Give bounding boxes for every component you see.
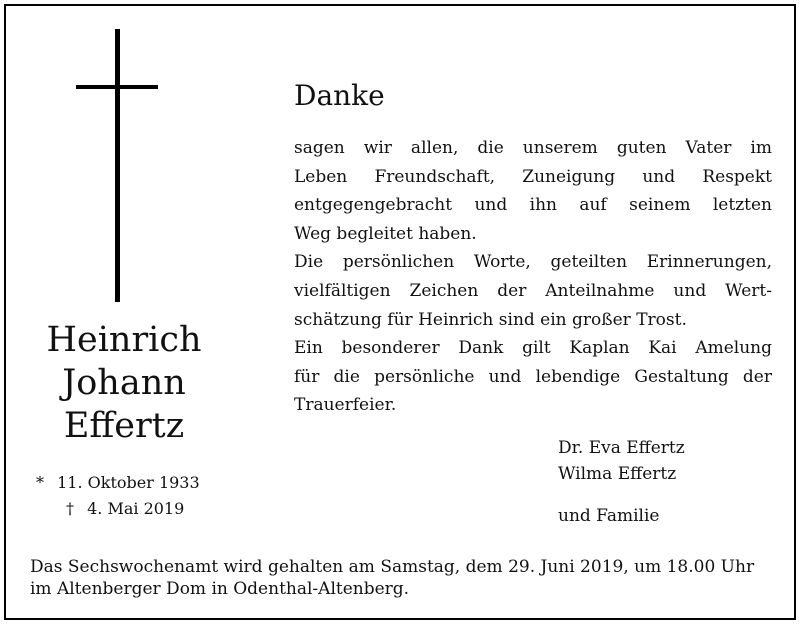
body-line: Weg begleitet haben. [294, 223, 477, 244]
heading: Danke [294, 79, 385, 112]
cross-icon [115, 29, 120, 302]
death-symbol: † [66, 499, 74, 518]
body-line: Ein besonderer Dank gilt Kaplan Kai Amelung [294, 338, 772, 359]
body-line: Trauerfeier. [294, 395, 397, 416]
body-line: sagen wir allen, die unserem guten Vater im [294, 138, 772, 158]
body-line: vielfältigen Zeichen der Anteilnahme und Wert- [294, 280, 772, 301]
last-name: Effertz [63, 406, 185, 446]
middle-name: Johann [62, 363, 186, 403]
first-name: Heinrich [46, 320, 202, 360]
service-announcement [30, 556, 774, 600]
death-date: 4. Mai 2019 [87, 499, 185, 518]
body-line: Leben Freundschaft, Zuneigung und Respekt [294, 166, 772, 187]
death-date-row [36, 496, 200, 522]
signatories [558, 435, 685, 529]
birth-date-row [36, 470, 200, 496]
footer-line: Das Sechswochenamt wird gehalten am Samstag, dem 29. Juni 2019, um 18.00 Uhr [30, 557, 755, 577]
footer-line: im Altenberger Dom in Odenthal-Altenberg. [30, 579, 410, 599]
thank-you-text [294, 134, 772, 420]
body-line: Die persönlichen Worte, geteilten Erinnerungen, [294, 252, 772, 273]
signatory: Dr. Eva Effertz [558, 438, 685, 458]
life-dates [36, 470, 200, 522]
body-line: entgegengebracht und ihn auf seinem letzten [294, 195, 772, 216]
cross-icon-bar [76, 85, 158, 89]
deceased-name [20, 319, 228, 448]
family-signature: und Familie [558, 506, 660, 526]
body-line: für die persönliche und lebendige Gestaltung der [294, 366, 772, 387]
birth-symbol: * [36, 473, 44, 492]
birth-date: 11. Oktober 1933 [57, 473, 200, 492]
obituary-notice [4, 4, 796, 620]
signatory: Wilma Effertz [558, 464, 677, 484]
body-line: schätzung für Heinrich sind ein großer Trost. [294, 309, 687, 330]
